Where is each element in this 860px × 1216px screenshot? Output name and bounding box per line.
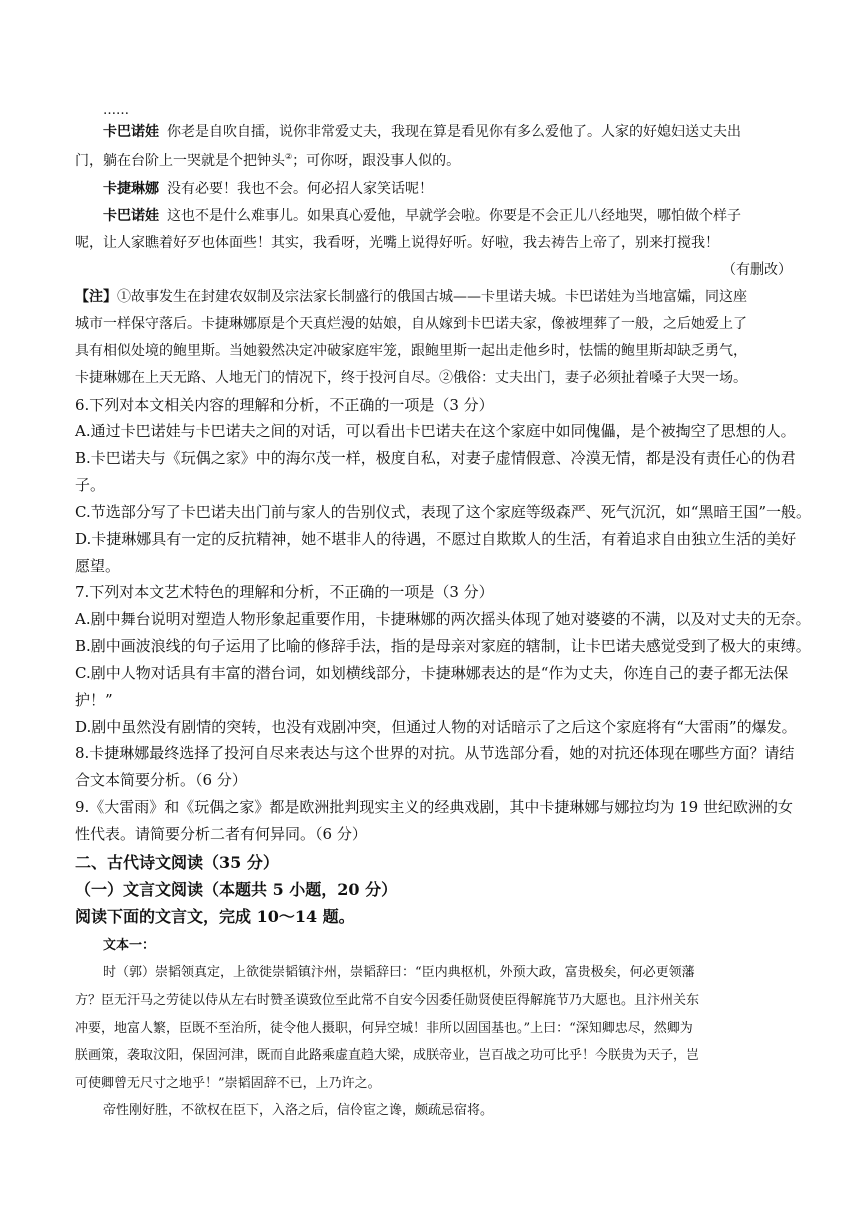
text-label: 文本一： xyxy=(103,938,156,953)
footnote-line: 【注】①故事发生在封建农奴制及宗法家长制盛行的俄国古城——卡里诺夫城。卡巴诺娃为当地富孀，同这座 xyxy=(75,289,747,305)
question-line: D.卡捷琳娜具有一定的反抗精神，她不堪非人的待遇，不愿过自欺欺人的生活，有着追求自由独立生活的美好 xyxy=(75,530,797,548)
ellipsis: …… xyxy=(103,103,129,118)
question-line: B.卡巴诺夫与《玩偶之家》中的海尔茂一样，极度自私，对妻子虚情假意、冷漠无情，都是没有责任心的伪君 xyxy=(75,449,796,467)
question-line: 性代表。请简要分析二者有何异同。（6 分） xyxy=(75,825,367,843)
question-line: C.剧中人物对话具有丰富的潜台词，如划横线部分，卡捷琳娜表达的是“作为丈夫，你连自己的妻子都无法保 xyxy=(75,664,789,682)
question-line: 9.《大雷雨》和《玩偶之家》都是欧洲批判现实主义的经典戏剧，其中卡捷琳娜与娜拉均为 19 世纪欧洲的女 xyxy=(75,798,793,816)
question-line: 愿望。 xyxy=(75,557,121,575)
footnote-line: 城市一样保守落后。卡捷琳娜原是个天真烂漫的姑娘，自从嫁到卡巴诺夫家，像被埋葬了一般，之后她爱上了 xyxy=(75,316,747,332)
question-line: 6.下列对本文相关内容的理解和分析，不正确的一项是（3 分） xyxy=(75,396,494,414)
footnote-line: 卡捷琳娜在上天无路、人地无门的情况下，终于投河自尽。②俄俗：丈夫出门，妻子必须扯着嗓子大哭一场。 xyxy=(75,370,747,386)
subsection-heading: （一）文言文阅读（本题共 5 小题，20 分） xyxy=(75,880,398,899)
dialogue-line xyxy=(103,209,741,223)
speech-text: 这也不是什么难事儿。如果真心爱他，早就学会啦。你要是不会正儿八经地哭，哪怕做个样子 xyxy=(167,208,741,224)
speaker-name: 卡巴诺娃 xyxy=(103,124,159,140)
dialogue-line xyxy=(103,182,433,196)
question-line: 子。 xyxy=(75,476,106,494)
question-line: C.节选部分写了卡巴诺夫出门前与家人的告别仪式，表现了这个家庭等级森严、死气沉沉，如“黑暗王国”一般。 xyxy=(75,503,812,521)
classical-text-line: 冲要，地富人繁，臣既不至治所，徒令他人摄职，何异空城！非所以固国基也。”上曰：“深知卿忠尽，然卿为 xyxy=(75,1021,693,1036)
question-line: 合文本简要分析。（6 分） xyxy=(75,771,247,789)
question-line: 7.下列对本文艺术特色的理解和分析，不正确的一项是（3 分） xyxy=(75,583,494,601)
speech-text: 呢，让人家瞧着好歹也体面些！其实，我看呀，光嘴上说得好听。好啦，我去祷告上帝了，别来打搅我！ xyxy=(75,235,719,251)
dialogue-line xyxy=(75,153,460,168)
speech-text: ；可你呀，跟没事人似的。 xyxy=(292,153,461,169)
classical-text-line: 方？臣无汗马之劳徒以侍从左右时赞圣谟致位至此常不自安今因委任勋贤使臣得解旄节乃大愿也。且汴州关东 xyxy=(75,993,700,1008)
dialogue-line xyxy=(103,125,741,139)
classical-text-line: 帝性刚好胜，不欲权在臣下，入洛之后，信伶宦之谗，颇疏忌宿将。 xyxy=(103,1103,494,1118)
speech-text: 没有必要！我也不会。何必招人家笑话呢！ xyxy=(167,181,433,197)
classical-text-line: 朕画策，袭取汶阳，保固河津，既而自此路乘虚直趋大梁，成朕帝业，岂百战之功可比乎！今朕贵为天子，岂 xyxy=(75,1048,700,1063)
source-note: （有删改） xyxy=(722,262,792,278)
reading-instruction: 阅读下面的文言文，完成 10～14 题。 xyxy=(75,907,355,926)
speech-text: 门，躺在台阶上一哭就是个把钟头 xyxy=(75,153,285,169)
question-line: B.剧中画波浪线的句子运用了比喻的修辞手法，指的是母亲对家庭的辖制，让卡巴诺夫感觉受到了极大的束缚。 xyxy=(75,637,811,655)
question-line: D.剧中虽然没有剧情的突转，也没有戏剧冲突，但通过人物的对话暗示了之后这个家庭将有“大雷雨”的爆发。 xyxy=(75,718,797,736)
footnote-label: 【注】 xyxy=(75,289,117,305)
footnote-line: 具有相似处境的鲍里斯。当她毅然决定冲破家庭牢笼，跟鲍里斯一起出走他乡时，怯懦的鲍里斯却缺乏勇气， xyxy=(75,343,747,359)
speech-text: 你老是自吹自擂，说你非常爱丈夫，我现在算是看见你有多么爱他了。人家的好媳妇送丈夫出 xyxy=(167,124,741,140)
question-line: A.通过卡巴诺娃与卡巴诺夫之间的对话，可以看出卡巴诺夫在这个家庭中如同傀儡，是个被掏空了思想的人。 xyxy=(75,422,796,440)
question-line: 8.卡捷琳娜最终选择了投河自尽来表达与这个世界的对抗。从节选部分看，她的对抗还体现在哪些方面？请结 xyxy=(75,744,795,762)
classical-text-line: 时（郭）崇韬领真定，上欲徙崇韬镇汴州，崇韬辞曰：“臣内典枢机，外预大政，富贵极矣，何必更领藩 xyxy=(103,965,695,980)
question-line: 护！” xyxy=(75,691,113,709)
note-marker: ② xyxy=(285,152,293,161)
question-line: A.剧中舞台说明对塑造人物形象起重要作用，卡捷琳娜的两次摇头体现了她对婆婆的不满，以及对丈夫的无奈。 xyxy=(75,610,811,628)
speaker-name: 卡捷琳娜 xyxy=(103,181,159,197)
section-heading: 二、古代诗文阅读（35 分） xyxy=(75,853,279,872)
classical-text-line: 可使卿曾无尺寸之地乎！”崇韬固辞不已，上乃许之。 xyxy=(75,1076,381,1091)
speaker-name: 卡巴诺娃 xyxy=(103,208,159,224)
